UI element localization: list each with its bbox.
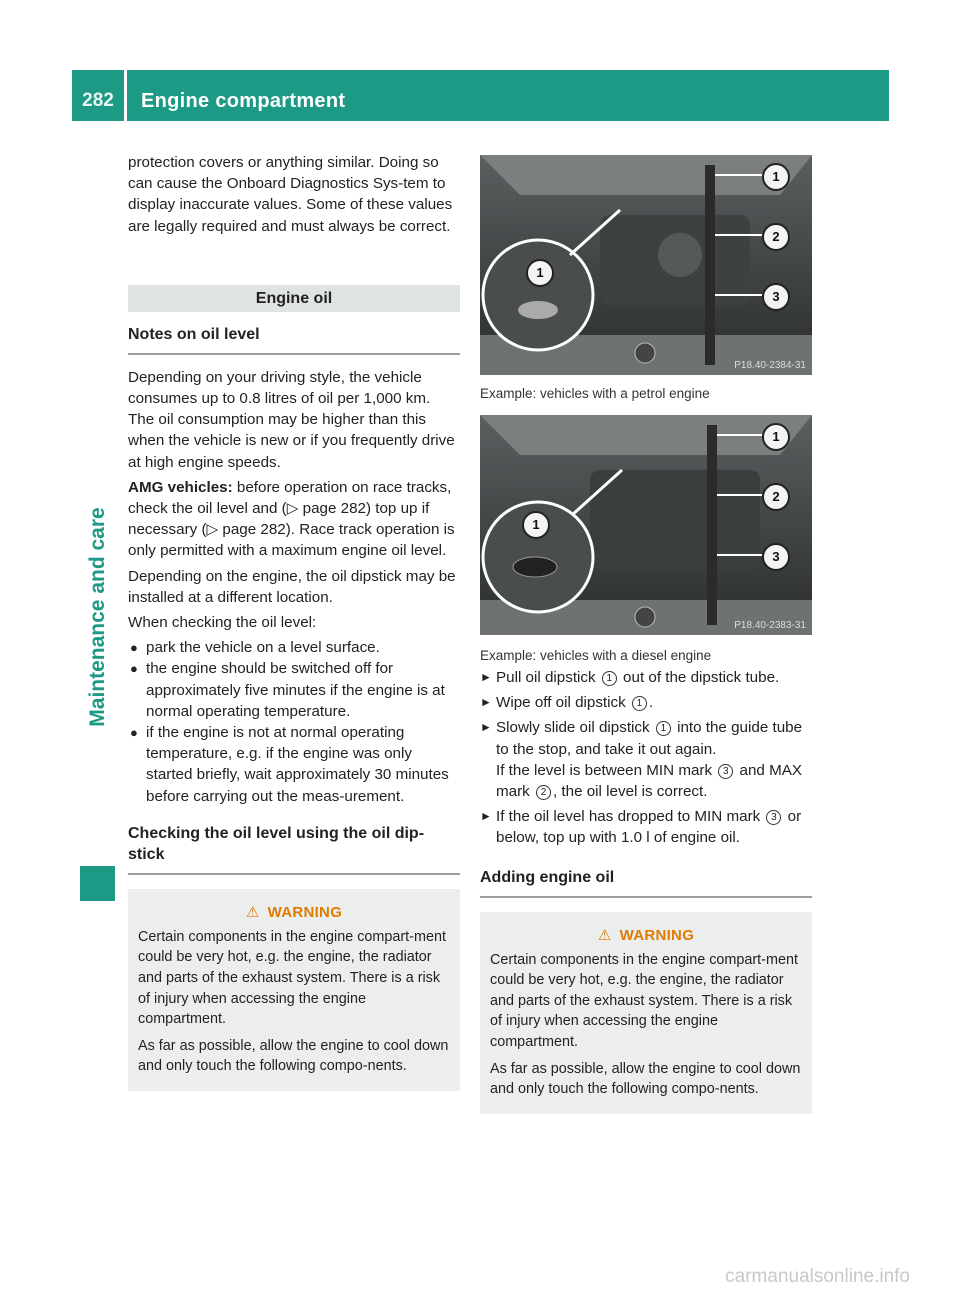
step-item: ► Slowly slide oil dipstick 1 into the guide tube to the stop, and take it out again. If the level is between MIN mark 3 and MAX mark 2 , the oil level is correct.	[480, 719, 803, 801]
callout-3: 3	[762, 543, 790, 571]
engine-photo-petrol	[480, 155, 812, 375]
warning-text: As far as possible, allow the engine to cool down and only touch the following compo-nents.	[490, 1060, 801, 1098]
warning-text: Certain components in the engine compart-ment could be very hot, e.g. the engine, the radiator and parts of the exhaust system. There is a risk of injury when accessing the engine compartment.	[490, 951, 798, 1050]
warning-box	[128, 889, 460, 1091]
step-arrow-icon: ►	[480, 720, 492, 735]
callout-2: 2	[762, 483, 790, 511]
callout-ref: 1	[656, 721, 671, 736]
warning-text: Certain components in the engine compart-ment could be very hot, e.g. the engine, the radiator and parts of the exhaust system. There is a risk of injury when accessing the engine compartment.	[138, 928, 446, 1028]
step-arrow-icon: ►	[480, 809, 492, 824]
callout-1: 1	[526, 259, 554, 287]
checking-intro: When checking the oil level:	[128, 614, 317, 632]
header-separator	[124, 70, 127, 121]
callout-ref: 2	[536, 785, 551, 800]
subheading-checking-dipstick: Checking the oil level using the oil dip-stick	[128, 823, 460, 875]
side-tab-label: Maintenance and care	[86, 507, 109, 727]
side-tab-marker	[80, 866, 115, 901]
bullet-icon: ●	[130, 661, 138, 677]
callout-ref: 3	[766, 810, 781, 825]
step-item: ► If the oil level has dropped to MIN mark 3 or below, top up with 1.0 l of engine oil.	[480, 808, 802, 847]
warning-title: WARNING	[267, 903, 343, 921]
callout-1: 1	[762, 163, 790, 191]
page-title: Engine compartment	[141, 90, 346, 112]
callout-ref: 1	[602, 671, 617, 686]
page-ref-arrow-icon: ▷	[206, 521, 219, 539]
image-caption: Example: vehicles with a petrol engine	[480, 386, 710, 401]
list-item: ● if the engine is not at normal operating temperature, e.g. if the engine was only started briefly, wait approximately 30 minutes before carrying out the meas-urement.	[130, 724, 449, 805]
subheading-adding-oil: Adding engine oil	[480, 867, 812, 898]
page-ref-arrow-icon: ▷	[286, 500, 299, 518]
image-caption: Example: vehicles with a diesel engine	[480, 648, 712, 663]
warning-triangle-icon: ⚠	[597, 926, 612, 944]
bullet-icon: ●	[130, 640, 138, 656]
warning-title: WARNING	[619, 926, 695, 944]
bullet-icon: ●	[130, 725, 138, 741]
step-item: ► Wipe off oil dipstick 1 .	[480, 692, 812, 713]
step-arrow-icon: ►	[480, 695, 492, 710]
warning-triangle-icon: ⚠	[245, 903, 260, 921]
section-heading: Engine oil	[128, 285, 460, 312]
right-column	[480, 155, 812, 1114]
image-reference: P18.40-2383-31	[734, 620, 806, 631]
step-item: ► Pull oil dipstick 1 out of the dipstick tube.	[480, 667, 812, 688]
list-item: ● the engine should be switched off for approximately five minutes if the engine is at normal operating temperature.	[130, 660, 445, 720]
callout-ref: 1	[632, 696, 647, 711]
warning-box	[480, 912, 812, 1114]
callout-ref: 3	[718, 764, 733, 779]
amg-label: AMG vehicles:	[128, 478, 233, 496]
page-number: 282	[82, 90, 114, 111]
list-item: ● park the vehicle on a level surface.	[128, 637, 460, 658]
warning-text: As far as possible, allow the engine to cool down and only touch the following compo-nents.	[138, 1037, 449, 1075]
page-reference-link[interactable]: page 282). Race track operation is only permitted with a maximum engine oil level.	[128, 521, 455, 560]
callout-1: 1	[762, 423, 790, 451]
page-reference-link[interactable]: page 282)	[298, 500, 372, 518]
engine-photo-diesel	[480, 415, 812, 635]
amg-note: AMG vehicles: before operation on race tracks, check the oil level and (▷ page 282) top up if necessary (▷ page 282). Race track operation is only permitted with a maximum engine oil level.	[128, 478, 455, 560]
callout-3: 3	[762, 283, 790, 311]
image-reference: P18.40-2384-31	[734, 360, 806, 371]
left-column	[128, 152, 460, 1091]
side-tab	[80, 377, 116, 857]
dipstick-location-text: Depending on the engine, the oil dipstick may be installed at a different location.	[128, 567, 456, 606]
callout-1: 1	[522, 511, 550, 539]
subheading-notes-oil-level: Notes on oil level	[128, 324, 460, 355]
checking-bullets	[128, 637, 460, 807]
intro-text: protection covers or anything similar. Doing so can cause the Onboard Diagnostics Sys-tem to display inaccurate values. Some of these values are legally required and must always be correct.	[128, 154, 453, 235]
step-arrow-icon: ►	[480, 670, 492, 684]
callout-2: 2	[762, 223, 790, 251]
oil-consumption-text: Depending on your driving style, the vehicle consumes up to 0.8 litres of oil per 1,000 km. The oil consumption may be higher than this when the vehicle is new or if you frequently drive at high engine speeds.	[128, 368, 455, 471]
